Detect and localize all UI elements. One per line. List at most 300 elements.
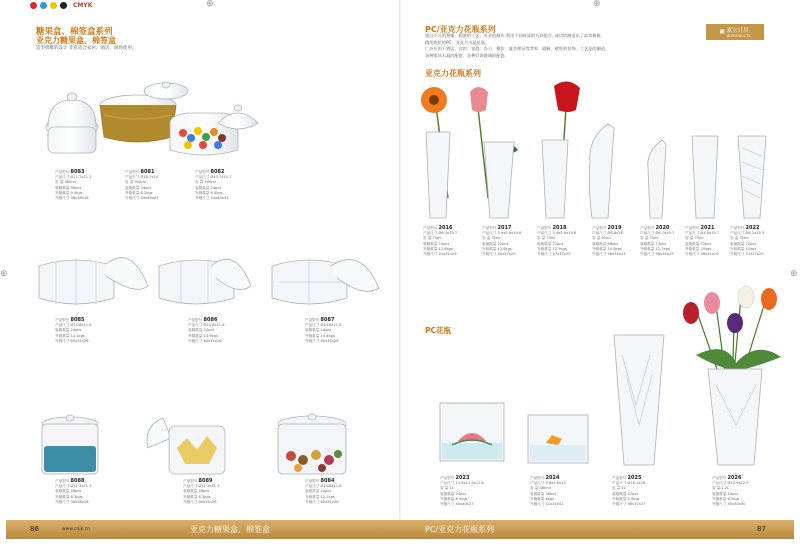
spec-label: 外箱重量 bbox=[530, 496, 546, 501]
spec-value: 900ml bbox=[134, 180, 146, 185]
desc-line: 通过不凡的想像、精湛的工艺、专业的制作,利用不同材质的巧妙组合, 成功的制造出了高贵典雅、 bbox=[425, 33, 605, 38]
spec-value: Ø14.8x11.8 bbox=[320, 323, 342, 328]
spec-label: 外箱尺寸 bbox=[482, 252, 498, 257]
spec-row-carton bbox=[712, 502, 749, 507]
spec-label: 产品型号 bbox=[183, 479, 199, 483]
product-code: 8086 bbox=[203, 317, 218, 323]
spec-block-2025 bbox=[612, 476, 646, 507]
spec-value: 5.9x5.9x19.8 bbox=[552, 231, 577, 236]
spec-label: 产品型号 bbox=[640, 226, 656, 230]
spec-value: 48pcs bbox=[198, 489, 210, 494]
left-page-subtitle: 亚克力糖果盒、棉签盒 bbox=[36, 36, 116, 45]
spec-value: 75ml bbox=[432, 236, 442, 241]
spec-value: 13.9kgs bbox=[203, 333, 218, 338]
left-page-number: 86 bbox=[30, 525, 39, 533]
spec-block-8087 bbox=[305, 318, 342, 344]
spec-value: 24pcs bbox=[320, 489, 332, 494]
spec-value: 24pcs bbox=[140, 185, 152, 190]
spec-value: Ø13.7x15.7 bbox=[210, 175, 232, 180]
product-code: 8084 bbox=[320, 478, 335, 484]
spec-value: 12.8kgs bbox=[497, 246, 512, 251]
spec-row-carton bbox=[55, 500, 92, 505]
product-code: 2017 bbox=[497, 225, 512, 231]
spec-label: 装箱数量 bbox=[712, 491, 728, 496]
product-code: 2024 bbox=[545, 475, 560, 481]
spec-value: 48pcs bbox=[70, 489, 82, 494]
spec-value: 24pcs bbox=[320, 328, 332, 333]
spec-value: 14.1kgs bbox=[70, 333, 85, 338]
spec-block-2026 bbox=[712, 476, 749, 507]
spec-label: 外箱尺寸 bbox=[712, 502, 728, 507]
spec-value: 12.9kgs bbox=[552, 246, 567, 251]
spec-label: 产品尺寸 bbox=[712, 481, 728, 486]
pc-vase-section-title: PC花瓶 bbox=[425, 326, 452, 335]
black-dot bbox=[60, 2, 67, 9]
spec-value: 96pcs bbox=[607, 241, 619, 246]
spec-value: 72pcs bbox=[438, 241, 450, 246]
spec-row-carton bbox=[440, 502, 484, 507]
spec-label: 产品型号 bbox=[530, 476, 546, 480]
red-dot bbox=[30, 2, 37, 9]
spec-label: 容 量 bbox=[612, 486, 622, 491]
spec-label: 装箱数量 bbox=[537, 241, 553, 246]
spec-row-carton bbox=[55, 339, 92, 344]
spec-label: 装箱数量 bbox=[195, 185, 211, 190]
spec-row-carton bbox=[530, 502, 566, 507]
spec-block-2024 bbox=[530, 476, 566, 507]
spec-label: 外箱尺寸 bbox=[612, 502, 628, 507]
spec-value: Ø13.9x22.9 bbox=[727, 481, 749, 486]
spec-label: 容 量 bbox=[730, 236, 740, 241]
product-code: 2018 bbox=[552, 225, 567, 231]
spec-value: 8.3kgs bbox=[198, 494, 211, 499]
spec-value: Ø11.3x11.3 bbox=[198, 484, 220, 489]
candy-jar-group-image bbox=[38, 75, 268, 170]
spec-value: 11.9x11.9x11.8 bbox=[455, 481, 484, 486]
spec-label: 产品尺寸 bbox=[685, 231, 701, 236]
spec-label: 产品尺寸 bbox=[305, 484, 321, 489]
spec-value: 12.1kgs bbox=[320, 494, 335, 499]
spec-label: 产品尺寸 bbox=[305, 323, 321, 328]
spec-value: 41x31x41 bbox=[545, 502, 564, 507]
spec-value: 9.4kgs bbox=[70, 190, 83, 195]
product-code: 2023 bbox=[455, 475, 470, 481]
spec-label: 外箱尺寸 bbox=[730, 252, 746, 257]
product-code: 8083 bbox=[70, 169, 85, 175]
spec-label: 产品尺寸 bbox=[730, 231, 746, 236]
spec-value: Ø6.3x19.7 bbox=[438, 231, 458, 236]
spec-value: Ø14.8x11.8 bbox=[320, 484, 342, 489]
spec-value: 1L bbox=[621, 486, 626, 491]
right-footer-title: PC/亚克力花瓶系列 bbox=[425, 525, 495, 534]
right-page-title: PC/亚克力花瓶系列 bbox=[425, 25, 496, 34]
spec-label: 装箱数量 bbox=[640, 241, 656, 246]
spec-label: 外箱重量 bbox=[183, 494, 199, 499]
spec-block-2020 bbox=[640, 226, 674, 257]
spec-value: 24pcs bbox=[455, 491, 467, 496]
spec-value: 44x44x33 bbox=[210, 196, 229, 201]
spec-label: 装箱数量 bbox=[125, 185, 141, 190]
spec-value: 72pcs bbox=[552, 241, 564, 246]
spec-value: Ø11.7x11.3 bbox=[70, 175, 92, 180]
spec-value: 500ml bbox=[204, 180, 216, 185]
spec-value: 75ml bbox=[649, 236, 659, 241]
spec-value: 6.5kgs bbox=[727, 496, 740, 501]
spec-row-carton bbox=[423, 252, 457, 257]
spec-block-2016 bbox=[423, 226, 457, 257]
logo-mark-icon: ▣ bbox=[719, 29, 725, 35]
spec-label: 产品型号 bbox=[537, 226, 553, 230]
spec-label: 容 量 bbox=[423, 236, 433, 241]
desc-line: 精美绝伦的PC、亚克力水晶花瓶。 bbox=[425, 39, 490, 45]
spec-row-carton bbox=[730, 252, 764, 257]
spec-label: 产品尺寸 bbox=[640, 231, 656, 236]
spec-label: 产品型号 bbox=[612, 476, 628, 480]
spec-row-carton bbox=[685, 252, 719, 257]
spec-block-8084 bbox=[305, 479, 342, 505]
product-code: 2022 bbox=[745, 225, 760, 231]
spec-value: 75ml bbox=[694, 236, 704, 241]
crop-mark: ⊕ bbox=[0, 269, 8, 279]
spec-block-8089 bbox=[183, 479, 220, 505]
spec-label: 容 量 bbox=[440, 486, 450, 491]
spec-label: 产品型号 bbox=[305, 479, 321, 483]
spec-label: 产品尺寸 bbox=[55, 175, 71, 180]
filled-jar-group-image bbox=[38, 408, 358, 476]
spec-row-carton bbox=[537, 252, 576, 257]
spec-label: 外箱重量 bbox=[125, 190, 141, 195]
spec-label: 产品型号 bbox=[125, 170, 141, 174]
spec-value: 10kgs bbox=[700, 246, 712, 251]
spec-row-carton bbox=[305, 500, 342, 505]
spec-value: 12.8kgs bbox=[438, 246, 453, 251]
spec-label: 外箱重量 bbox=[537, 246, 553, 251]
spec-block-8082 bbox=[195, 170, 232, 201]
spec-value: 24pcs bbox=[210, 185, 222, 190]
cyan-dot bbox=[40, 2, 47, 9]
spec-value: 65ml bbox=[601, 236, 611, 241]
left-page-title: 糖果盒、棉签盒系列 bbox=[36, 27, 113, 37]
spec-row-carton bbox=[195, 196, 232, 201]
spec-label: 装箱数量 bbox=[305, 328, 321, 333]
footer-url: www.cnjk.cn bbox=[62, 527, 90, 532]
spec-label: 外箱重量 bbox=[640, 246, 656, 251]
pc-vase-group-image bbox=[436, 285, 786, 480]
spec-label: 外箱重量 bbox=[188, 333, 204, 338]
spec-value: 8.2kgs bbox=[140, 190, 153, 195]
spec-row-carton bbox=[612, 502, 646, 507]
spec-label: 外箱重量 bbox=[55, 494, 71, 499]
spec-value: 40x40x27 bbox=[455, 502, 474, 507]
spec-value: 380ml bbox=[64, 180, 76, 185]
spec-label: 产品尺寸 bbox=[125, 175, 141, 180]
spec-value: Ø6.7x19.7 bbox=[655, 231, 675, 236]
spec-label: 外箱重量 bbox=[685, 246, 701, 251]
spec-label: 外箱尺寸 bbox=[195, 196, 211, 201]
spec-label: 装箱数量 bbox=[188, 328, 204, 333]
spec-label: 外箱重量 bbox=[195, 190, 211, 195]
spec-label: 外箱尺寸 bbox=[440, 502, 456, 507]
spec-label: 装箱数量 bbox=[440, 491, 456, 496]
spec-label: 外箱重量 bbox=[592, 246, 608, 251]
spec-label: 产品尺寸 bbox=[537, 231, 553, 236]
spec-label: 装箱数量 bbox=[482, 241, 498, 246]
desc-line: 各种家具水晶的配套、各种灯饰玻璃的配套。 bbox=[425, 52, 509, 58]
spec-label: 装箱数量 bbox=[55, 185, 71, 190]
spec-block-2019 bbox=[592, 226, 626, 257]
spec-value: 6kgs bbox=[545, 496, 555, 501]
spec-label: 装箱数量 bbox=[183, 489, 199, 494]
spec-label: 装箱数量 bbox=[55, 328, 71, 333]
spec-value: Ø6.2x15.3 bbox=[745, 231, 765, 236]
spec-value: Ø14.8x11.8 bbox=[203, 323, 225, 328]
spec-value: 36x35x29 bbox=[655, 252, 674, 257]
spec-label: 装箱数量 bbox=[423, 241, 439, 246]
spec-value: 9.8x9.8x10 bbox=[545, 481, 566, 486]
spec-value: Ø10.1x26 bbox=[627, 481, 646, 486]
spec-label: 容 量 bbox=[592, 236, 602, 241]
spec-label: 装箱数量 bbox=[592, 241, 608, 246]
spec-label: 产品型号 bbox=[592, 226, 608, 230]
spec-row-carton bbox=[305, 339, 342, 344]
product-code: 8085 bbox=[70, 317, 85, 323]
spec-label: 产品尺寸 bbox=[530, 481, 546, 486]
spec-label: 外箱重量 bbox=[55, 333, 71, 338]
spec-value: 38x38x38 bbox=[70, 196, 89, 201]
desc-line: 广泛应用于酒店、宾馆、家庭、办公、餐饮、宴会理证等等家、隔断、壁柜的装饰、工艺品的制造、 bbox=[425, 46, 610, 51]
spec-label: 装箱数量 bbox=[305, 489, 321, 494]
product-code: 8089 bbox=[198, 478, 213, 484]
product-code: 2026 bbox=[727, 475, 742, 481]
spec-value: 12pcs bbox=[727, 491, 739, 496]
brand-logo bbox=[706, 24, 764, 40]
product-code: 2021 bbox=[700, 225, 715, 231]
spec-label: 产品尺寸 bbox=[183, 484, 199, 489]
spec-label: 外箱尺寸 bbox=[125, 196, 141, 201]
spec-row-carton bbox=[188, 339, 225, 344]
acrylic-vase-group-image bbox=[408, 78, 778, 226]
spec-value: Ø14.8x11.8 bbox=[70, 323, 92, 328]
spec-value: 24pcs bbox=[203, 328, 215, 333]
spec-label: 产品型号 bbox=[440, 476, 456, 480]
spec-label: 产品型号 bbox=[55, 479, 71, 483]
spec-label: 产品型号 bbox=[482, 226, 498, 230]
spec-row-carton bbox=[640, 252, 674, 257]
spec-value: 12pcs bbox=[627, 491, 639, 496]
spec-label: 装箱数量 bbox=[530, 491, 546, 496]
spec-block-8083 bbox=[55, 170, 92, 201]
spec-label: 外箱尺寸 bbox=[530, 502, 546, 507]
spec-label: 容 量 bbox=[640, 236, 650, 241]
product-code: 2020 bbox=[655, 225, 670, 231]
spec-block-8088 bbox=[55, 479, 92, 505]
spec-label: 外箱重量 bbox=[712, 496, 728, 501]
spec-value: 72pcs bbox=[655, 241, 667, 246]
spec-label: 容 量 bbox=[125, 180, 135, 185]
spec-value: 60x31x26 bbox=[203, 338, 222, 343]
spec-value: 60x31x26 bbox=[320, 499, 339, 504]
logo-main-text: 嘉宝日用 bbox=[726, 28, 749, 34]
spec-label: 产品尺寸 bbox=[55, 484, 71, 489]
product-code: 8088 bbox=[70, 478, 85, 484]
spec-value: 40x50x30 bbox=[727, 502, 746, 507]
color-registration-bar bbox=[30, 2, 92, 9]
crop-mark: ⊕ bbox=[593, 0, 601, 9]
spec-value: 36pcs bbox=[545, 491, 557, 496]
spec-block-2017 bbox=[482, 226, 521, 257]
spec-label: 外箱重量 bbox=[730, 246, 746, 251]
spec-label: 外箱尺寸 bbox=[592, 252, 608, 257]
logo-sub-text: JB PRODUCTS bbox=[726, 34, 751, 38]
spec-value: 36x37x27 bbox=[627, 502, 646, 507]
spec-value: 46x35x24 bbox=[607, 252, 626, 257]
spec-value: 9.4kgs bbox=[210, 190, 223, 195]
spec-label: 容 量 bbox=[685, 236, 695, 241]
spec-label: 产品型号 bbox=[712, 476, 728, 480]
spec-label: 外箱尺寸 bbox=[55, 499, 71, 504]
spec-block-2023 bbox=[440, 476, 484, 507]
spec-row-carton bbox=[183, 500, 220, 505]
spec-value: 72pcs bbox=[497, 241, 509, 246]
spec-value: 11kgs bbox=[745, 246, 757, 251]
spec-value: 1L bbox=[449, 486, 454, 491]
spec-label: 外箱重量 bbox=[440, 496, 456, 501]
spec-label: 产品型号 bbox=[188, 318, 204, 322]
spec-label: 外箱重量 bbox=[482, 246, 498, 251]
spec-value: 5.9x5.9x19.8 bbox=[497, 231, 522, 236]
yellow-dot bbox=[50, 2, 57, 9]
footer-bar bbox=[6, 520, 794, 539]
spec-value: 72pcs bbox=[745, 241, 757, 246]
spec-value: 36pcs bbox=[70, 185, 82, 190]
spec-label: 产品尺寸 bbox=[195, 175, 211, 180]
spec-label: 容 量 bbox=[537, 236, 547, 241]
spec-block-2022 bbox=[730, 226, 764, 257]
spec-row-carton bbox=[592, 252, 626, 257]
spec-label: 容 量 bbox=[530, 486, 540, 491]
spec-label: 外箱重量 bbox=[423, 246, 439, 251]
spec-block-8085 bbox=[55, 318, 92, 344]
crop-mark: ⊕ bbox=[206, 0, 214, 9]
spec-label: 外箱尺寸 bbox=[685, 252, 701, 257]
left-footer-title: 亚克力糖果盒、棉签盒 bbox=[190, 525, 270, 534]
right-page-description bbox=[425, 33, 715, 59]
spec-label: 外箱尺寸 bbox=[423, 252, 439, 257]
spec-label: 外箱尺寸 bbox=[183, 499, 199, 504]
spec-value: 12.7kgs bbox=[655, 246, 670, 251]
spec-label: 外箱重量 bbox=[305, 494, 321, 499]
spec-value: 49x49x41 bbox=[140, 196, 159, 201]
spec-label: 外箱尺寸 bbox=[537, 252, 553, 257]
spec-label: 产品型号 bbox=[730, 226, 746, 230]
spec-value: 14.4kgs bbox=[320, 333, 335, 338]
product-code: 2019 bbox=[607, 225, 622, 231]
cmyk-label: CMYK bbox=[73, 2, 93, 9]
product-code: 8082 bbox=[210, 169, 225, 175]
spec-label: 装箱数量 bbox=[730, 241, 746, 246]
logo-text bbox=[727, 26, 751, 38]
spec-value: 8.3kgs bbox=[70, 494, 83, 499]
product-code: 8087 bbox=[320, 317, 335, 323]
spec-row-carton bbox=[482, 252, 521, 257]
spec-label: 外箱重量 bbox=[305, 333, 321, 338]
spec-value: 75ml bbox=[491, 236, 501, 241]
product-code: 8081 bbox=[140, 169, 155, 175]
spec-label: 产品尺寸 bbox=[482, 231, 498, 236]
spec-label: 产品型号 bbox=[685, 226, 701, 230]
left-page-description: 造型典雅的设计 非常适合家居、酒店、商场使用。 bbox=[36, 46, 137, 51]
spec-row-carton bbox=[125, 196, 159, 201]
spec-value: 5.9kgs bbox=[627, 496, 640, 501]
spec-value: 480ml bbox=[539, 486, 551, 491]
acrylic-vase-section-title: 亚克力花瓶系列 bbox=[425, 69, 481, 78]
spec-value: Ø11.3x11.3 bbox=[70, 484, 92, 489]
spec-row-carton bbox=[55, 196, 92, 201]
spec-label: 外箱尺寸 bbox=[55, 338, 71, 343]
spec-label: 装箱数量 bbox=[612, 491, 628, 496]
spec-value: 75ml bbox=[546, 236, 556, 241]
spec-value: 24pcs bbox=[70, 328, 82, 333]
spec-label: 产品型号 bbox=[305, 318, 321, 322]
crop-mark: ⊕ bbox=[790, 269, 798, 279]
spec-label: 外箱重量 bbox=[612, 496, 628, 501]
spec-value: 14.9kgs bbox=[607, 246, 622, 251]
spec-label: 容 量 bbox=[482, 236, 492, 241]
page-fold bbox=[399, 0, 401, 520]
spec-label: 外箱尺寸 bbox=[188, 338, 204, 343]
spec-value: Ø4.9x19.7 bbox=[700, 231, 720, 236]
spec-value: Ø18.7x14 bbox=[140, 175, 159, 180]
spec-label: 容 量 bbox=[195, 180, 205, 185]
spec-label: 产品尺寸 bbox=[612, 481, 628, 486]
spec-label: 产品型号 bbox=[55, 318, 71, 322]
spec-label: 产品型号 bbox=[55, 170, 71, 174]
spec-value: 46x35x26 bbox=[198, 499, 217, 504]
spec-block-2018 bbox=[537, 226, 576, 257]
spec-value: 75ml bbox=[739, 236, 749, 241]
product-code: 2025 bbox=[627, 475, 642, 481]
spec-label: 产品尺寸 bbox=[423, 231, 439, 236]
spec-label: 产品尺寸 bbox=[188, 323, 204, 328]
spec-value: 38x38x26 bbox=[70, 499, 89, 504]
spec-value: 40x27x29 bbox=[497, 252, 516, 257]
spec-label: 产品尺寸 bbox=[55, 323, 71, 328]
spec-value: 37x37x29 bbox=[552, 252, 571, 257]
spec-value: Ø6.8x18 bbox=[607, 231, 623, 236]
spec-label: 装箱数量 bbox=[55, 489, 71, 494]
right-page-number: 87 bbox=[757, 525, 766, 533]
spec-value: 60x31x26 bbox=[320, 338, 339, 343]
swab-box-group-image bbox=[36, 246, 386, 314]
spec-block-8086 bbox=[188, 318, 225, 344]
spec-value: 37x27x29 bbox=[745, 252, 764, 257]
spec-value: 60x31x26 bbox=[70, 338, 89, 343]
spec-value: 72pcs bbox=[700, 241, 712, 246]
spec-block-8081 bbox=[125, 170, 159, 201]
spec-label: 产品尺寸 bbox=[440, 481, 456, 486]
product-code: 2016 bbox=[438, 225, 453, 231]
spec-label: 产品型号 bbox=[195, 170, 211, 174]
spec-label: 外箱尺寸 bbox=[55, 196, 71, 201]
spec-label: 外箱尺寸 bbox=[640, 252, 656, 257]
spec-value: 46x41x29 bbox=[700, 252, 719, 257]
spec-label: 产品尺寸 bbox=[592, 231, 608, 236]
spec-block-2021 bbox=[685, 226, 719, 257]
spec-value: 8.5kgs bbox=[455, 496, 468, 501]
spec-label: 装箱数量 bbox=[685, 241, 701, 246]
spec-value: 1.2L bbox=[721, 486, 730, 491]
spec-value: 41x41x29 bbox=[438, 252, 457, 257]
